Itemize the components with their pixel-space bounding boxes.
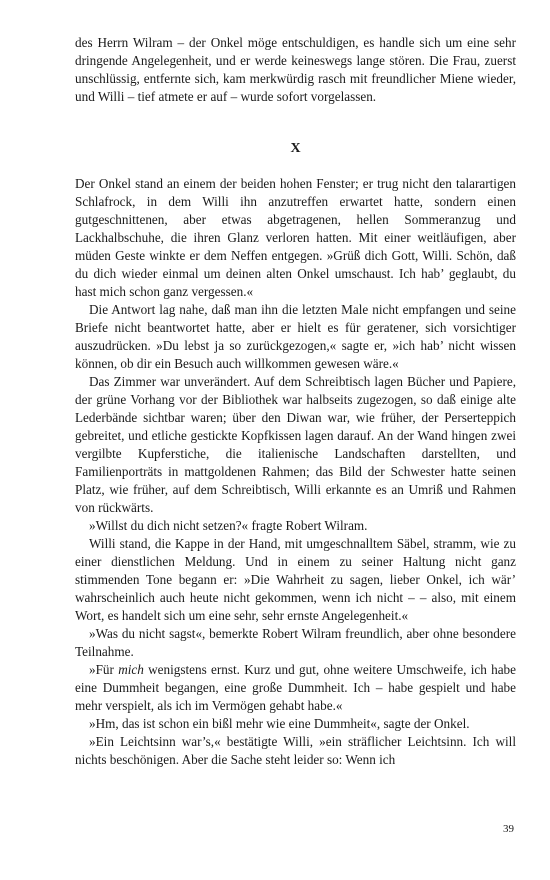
paragraph-7 <box>75 661 516 715</box>
paragraph-6: »Was du nicht sagst«, bemerkte Robert Wilram freundlich, aber ohne besondere Teilnahme. <box>75 626 516 659</box>
page-text-block <box>75 34 516 769</box>
paragraph-5: Willi stand, die Kappe in der Hand, mit umgeschnalltem Säbel, stramm, wie zu einer dienstlichen Meldung. Und in einem zu seiner Haltung nicht ganz stimmenden Tone begann er: »Die Wahrheit zu sagen, lieber Onkel, ich wär’ wahrscheinlich auch heute nicht gekommen, wenn ich nicht – – also, mit einem Wort, es handelt sich um eine sehr, sehr ernste Angelegenheit.« <box>75 536 516 623</box>
paragraph-4: »Willst du dich nicht setzen?« fragte Robert Wilram. <box>89 518 368 533</box>
paragraph-2: Die Antwort lag nahe, daß man ihn die letzten Male nicht empfangen und seine Briefe nicht beantwortet hatte, aber er hielt es für geratener, sich vorsichtiger auszudrücken. »Du lebst ja so zurückgezogen,« sagte er, »ich hab’ nicht wissen können, ob dir ein Besuch auch willkommen gewesen wäre.« <box>75 302 516 371</box>
paragraph-7-rest: wenigstens ernst. Kurz und gut, ohne weitere Umschweife, ich habe eine Dummheit begangen, eine große Dummheit. Ich – habe gespielt und habe mehr verspielt, als ich im Vermögen gehabt habe.« <box>75 662 516 713</box>
paragraph-8: »Hm, das ist schon ein bißl mehr wie eine Dummheit«, sagte der Onkel. <box>89 716 470 731</box>
page-number: 39 <box>503 823 514 835</box>
paragraph-7-start: »Für <box>89 662 119 677</box>
paragraph-1: Der Onkel stand an einem der beiden hohen Fenster; er trug nicht den talarartigen Schlafrock, in dem Willi ihn anzutreffen erwartet hatte, sondern einen gutgeschnittenen, aber etwas abgetragenen, hellen Sommeranzug und Lackhalbschuhe, die ihren Glanz verloren hatten. Mit einer weitläufigen, aber müden Geste winkte er dem Neffen entgegen. »Grüß dich Gott, Willi. Schön, daß du dich wieder einmal um deinen alten Onkel umschaust. Ich hab’ geglaubt, du hast mich schon ganz vergessen.« <box>75 176 516 299</box>
paragraph-9: »Ein Leichtsinn war’s,« bestätigte Willi, »ein sträflicher Leichtsinn. Ich will nichts beschönigen. Aber die Sache steht leider so: Wenn ich <box>75 734 516 767</box>
paragraph-7-emphasis: mich <box>118 662 144 677</box>
opening-paragraph: des Herrn Wilram – der Onkel möge entschuldigen, es handle sich um eine sehr dringende Angelegenheit, und er werde keineswegs lange stören. Die Frau, zuerst unschlüssig, entfernte sich, kam merkwürdig rasch mit freundlicher Miene wieder, und Willi – tief atmete er auf – wurde sofort vorgelassen. <box>75 35 516 104</box>
paragraph-3: Das Zimmer war unverändert. Auf dem Schreibtisch lagen Bücher und Papiere, der grüne Vorhang vor der Bibliothek war halbseits zugezogen, so daß einige alte Lederbände sichtbar waren; über den Diwan war, wie früher, der Perserteppich gebreitet, und etliche gestickte Kopfkissen lagen darauf. An der Wand hingen zwei vergilbte Kupferstiche, die italienische Landschaften darstellten, und Familienporträts in mattgoldenen Rahmen; das Bild der Schwester hatte seinen Platz, wie früher, auf dem Schreibtisch, Willi erkannte es an Umriß und Rahmen von rückwärts. <box>75 374 516 515</box>
chapter-heading: X <box>290 141 301 156</box>
